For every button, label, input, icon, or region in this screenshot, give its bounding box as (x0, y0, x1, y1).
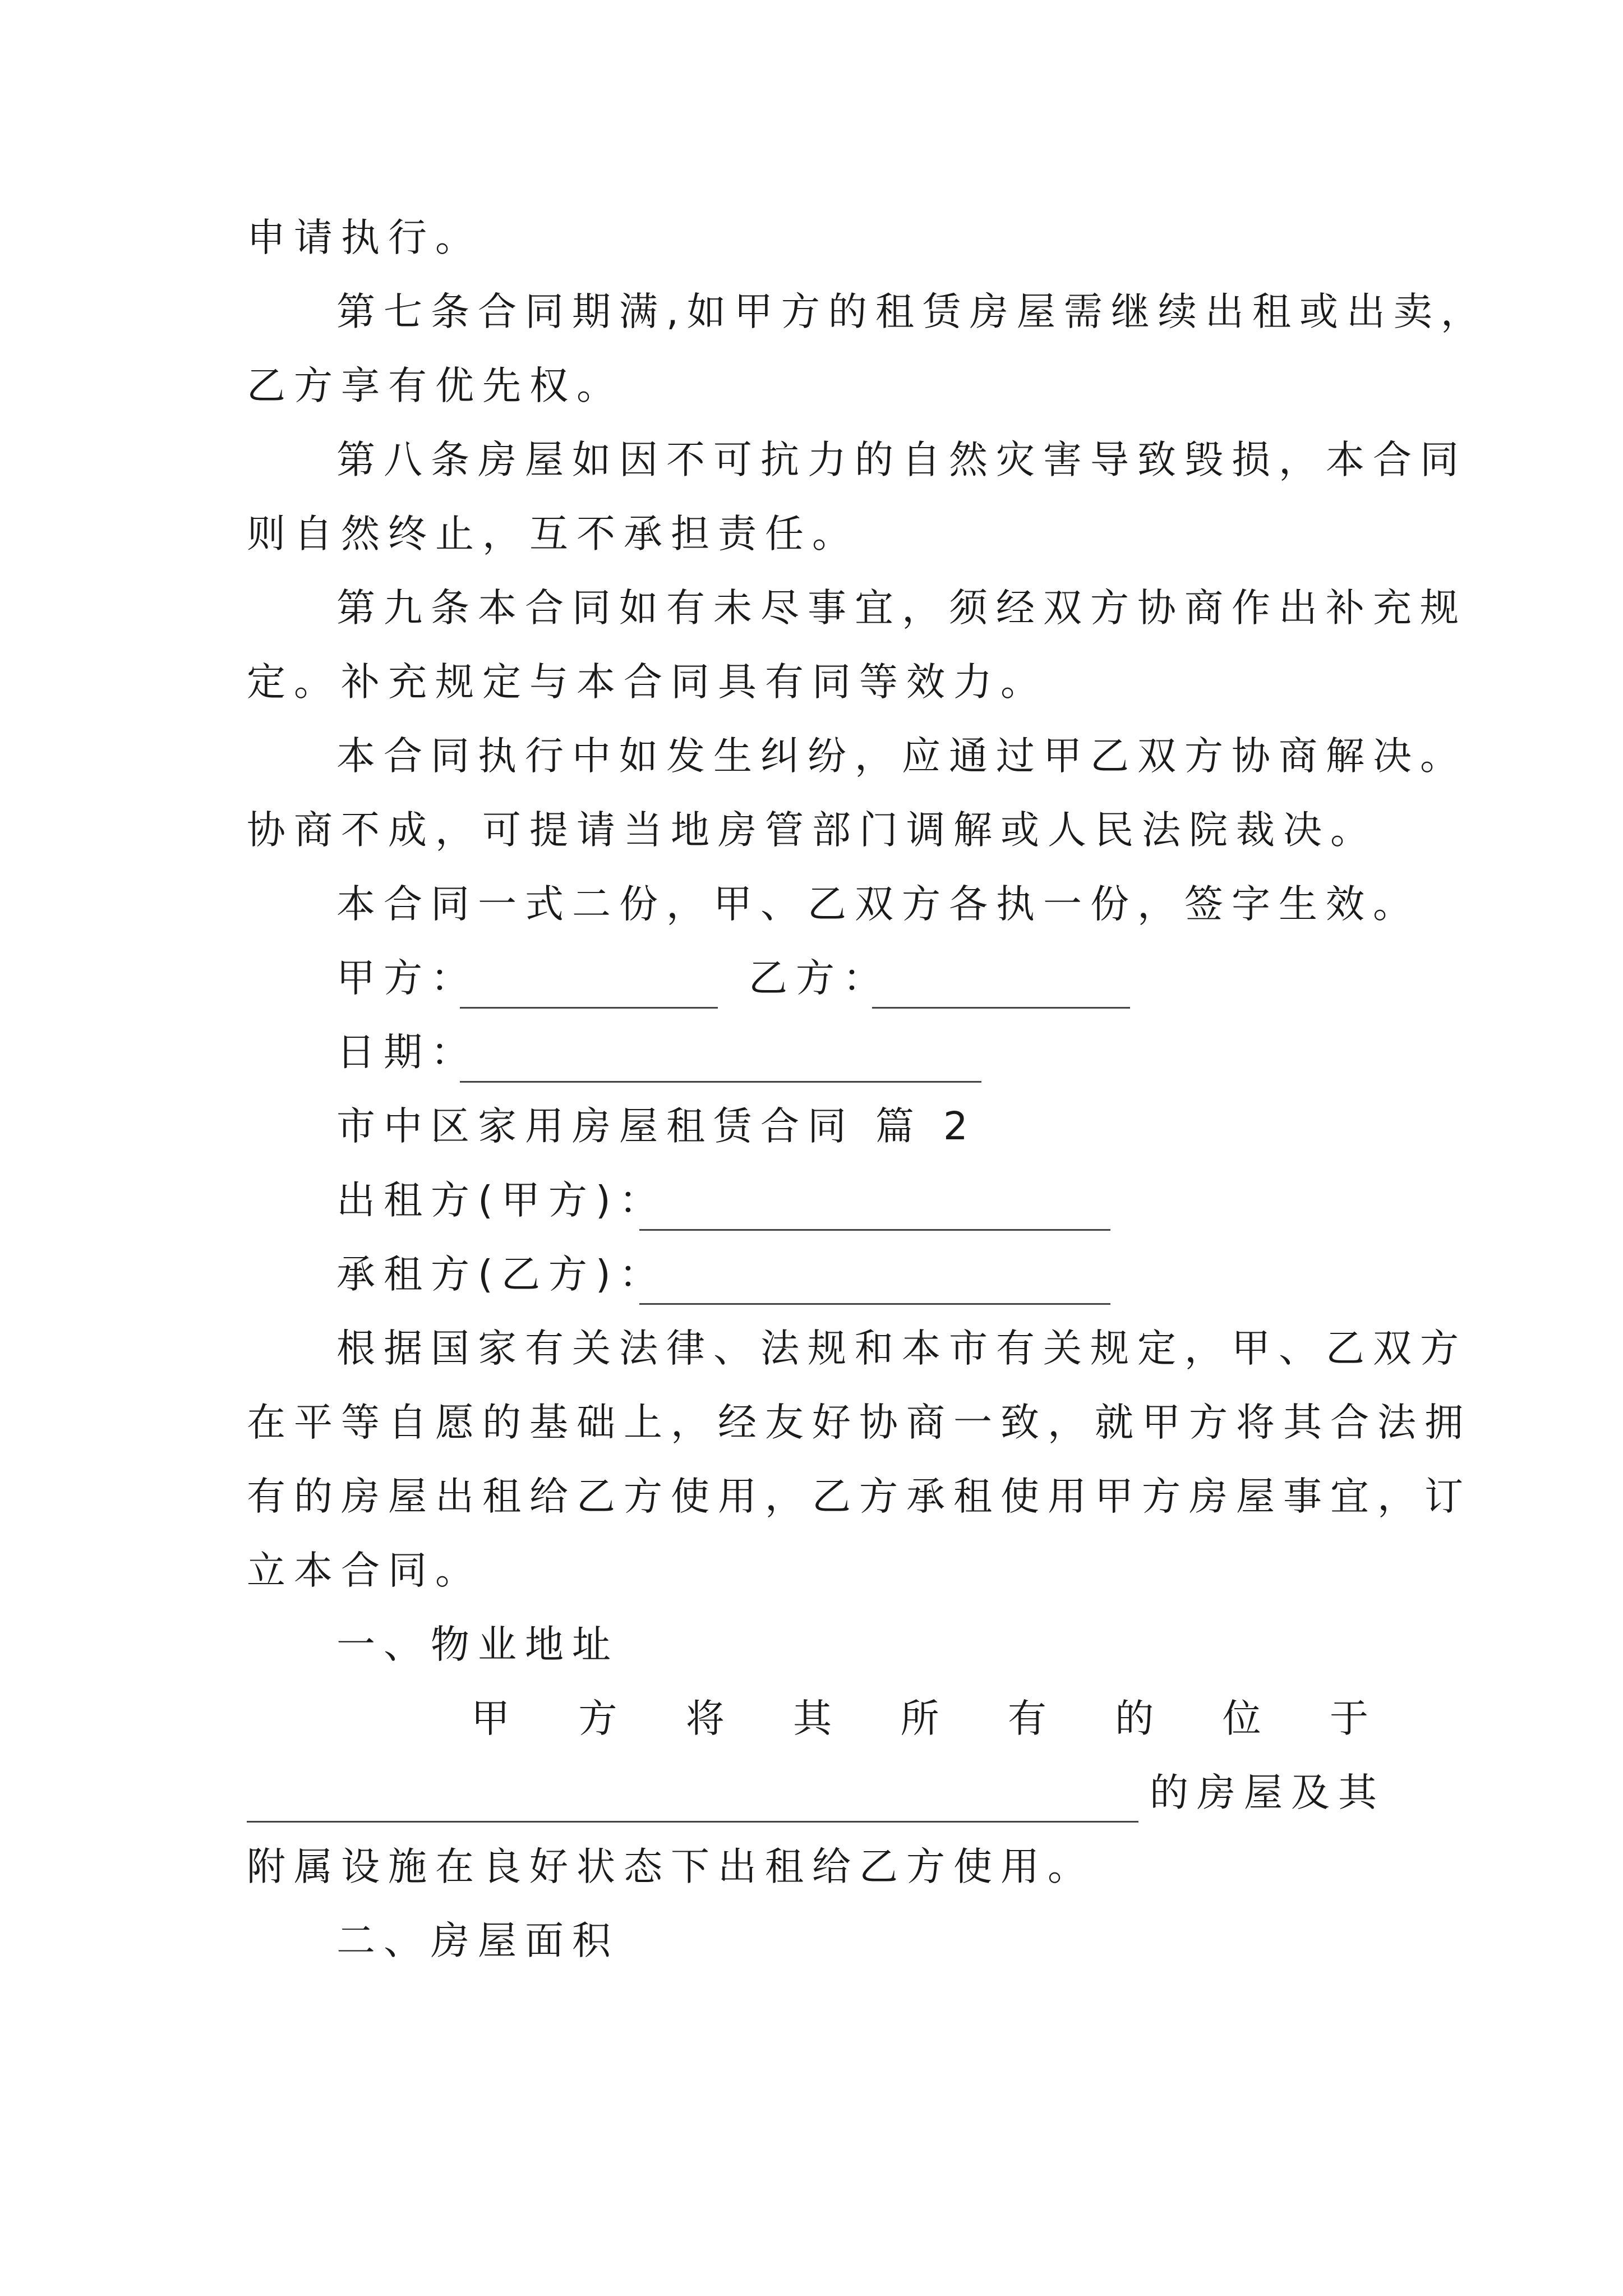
section-2-heading: 二、房屋面积 (336, 1918, 619, 1963)
address-char: 于 (1330, 1696, 1368, 1741)
article-8: 第八条房屋如因不可抗力的自然灾害导致毁损，本合同 (336, 438, 1467, 482)
lessee-blank (639, 1303, 1110, 1305)
address-char: 甲 (471, 1696, 510, 1741)
date-blank (460, 1081, 981, 1083)
address-char: 的 (1115, 1696, 1154, 1741)
lessor-label: 出租方(甲方)： (336, 1178, 666, 1223)
party-a-label: 甲方： (336, 956, 478, 1001)
text-line: 定。补充规定与本合同具有同等效力。 (247, 660, 1048, 705)
address-char: 方 (578, 1696, 617, 1741)
party-b-label: 乙方： (749, 956, 890, 1001)
article-9: 第九条本合同如有未尽事宜，须经双方协商作出补充规 (336, 586, 1467, 631)
text-line: 附属设施在良好状态下出租给乙方使用。 (247, 1844, 1095, 1889)
party-b-blank (872, 1007, 1130, 1009)
dispute-clause: 本合同执行中如发生纠纷，应通过甲乙双方协商解决。 (336, 734, 1467, 779)
address-char: 位 (1222, 1696, 1261, 1741)
address-char: 有 (1007, 1696, 1046, 1741)
preamble-line: 在平等自愿的基础上，经友好协商一致，就甲方将其合法拥 (247, 1400, 1472, 1445)
article-7: 第七条合同期满,如甲方的租赁房屋需继续出租或出卖， (336, 289, 1488, 334)
address-blank (247, 1821, 1138, 1823)
party-a-blank (460, 1007, 718, 1009)
text-line: 协商不成，可提请当地房管部门调解或人民法院裁决。 (247, 808, 1377, 853)
text-line: 则自然终止，互不承担责任。 (247, 512, 859, 556)
address-tail: 的房屋及其 (1150, 1770, 1385, 1815)
preamble-line: 立本合同。 (247, 1548, 482, 1593)
text-line: 申请执行。 (247, 215, 482, 260)
date-label: 日期： (336, 1030, 478, 1075)
copies-clause: 本合同一式二份，甲、乙双方各执一份，签字生效。 (336, 882, 1420, 927)
text-line: 乙方享有优先权。 (247, 364, 624, 408)
address-char: 将 (685, 1696, 725, 1741)
contract-2-title: 市中区家用房屋租赁合同 篇 2 (336, 1104, 976, 1149)
preamble-line: 有的房屋出租给乙方使用，乙方承租使用甲方房屋事宜，订 (247, 1474, 1472, 1519)
section-1-heading: 一、物业地址 (336, 1622, 619, 1667)
lessor-blank (639, 1229, 1110, 1231)
preamble-line: 根据国家有关法律、法规和本市有关规定，甲、乙双方 (336, 1326, 1467, 1371)
address-spread-line (471, 1696, 1368, 1741)
address-char: 其 (793, 1696, 832, 1741)
lessee-label: 承租方(乙方)： (336, 1252, 666, 1297)
address-char: 所 (900, 1696, 939, 1741)
